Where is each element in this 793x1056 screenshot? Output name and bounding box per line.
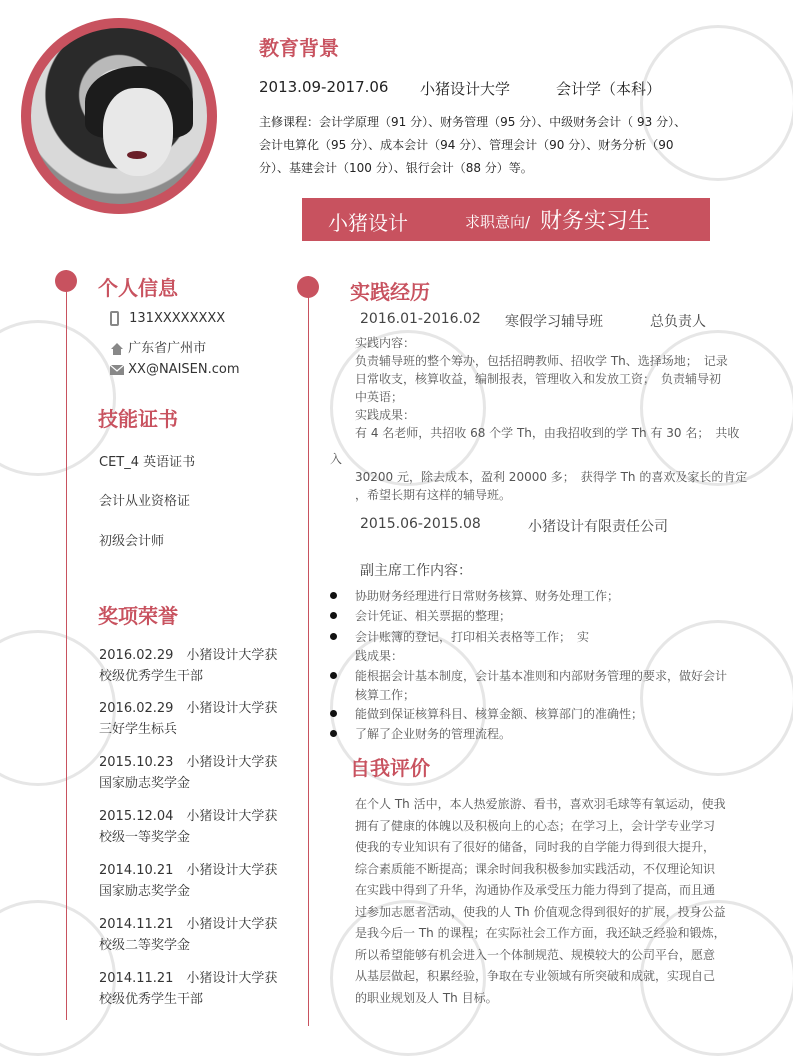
- job2-role: 副主席工作内容：: [360, 563, 472, 579]
- job1-line: 日常收支，核算收益，编制报表，管理收入和发放工资； 负责辅导初: [355, 372, 722, 386]
- personal-title: 个人信息: [98, 276, 178, 300]
- course-line: 主修课程：会计学原理（91 分）、财务管理（95 分）、中级财务会计（ 93 分）、: [259, 115, 687, 129]
- job2-period: 2015.06-2015.08: [360, 516, 481, 532]
- self-eval-line: 是我今后一 Th 的课程；在实际社会工作方面，我还缺乏经验和锻炼，: [355, 926, 726, 940]
- job2-bullet: 能做到保证核算科目、核算金额、核算部门的准确性；: [355, 707, 644, 721]
- job1-line: ，希望长期有这样的辅导班。: [355, 488, 512, 502]
- job2-bullet: 会计账簿的登记，打印相关表格等工作； 实: [355, 630, 590, 644]
- education-major: 会计学（本科）: [556, 80, 662, 98]
- left-timeline-dot: [55, 270, 77, 292]
- job1-period: 2016.01-2016.02: [360, 311, 481, 327]
- job2-bullet: 了解了企业财务的管理流程。: [355, 727, 512, 741]
- avatar: [31, 28, 207, 204]
- job1-line: 实践成果：: [355, 408, 416, 422]
- phone-row: [110, 311, 225, 326]
- award-line: 校级优秀学生干部: [99, 992, 204, 1007]
- job1-content-cont: [355, 468, 775, 504]
- mail-icon: [110, 363, 124, 377]
- job2-bullet-cont: 核算工作；: [355, 688, 416, 702]
- self-eval-text: [355, 794, 775, 1009]
- self-eval-line: 的职业规划及人 Th 目标。: [355, 990, 498, 1005]
- job2-bullet-cont: 践成果：: [355, 649, 404, 663]
- job1-org: 寒假学习辅导班: [505, 314, 603, 330]
- award-line: 国家励志奖学金: [99, 776, 191, 791]
- email-text: XX@NAISEN.com: [128, 362, 240, 377]
- self-eval-line: 从基层做起，积累经验，争取在专业领域有所突破和成就，实现自己: [355, 969, 716, 983]
- skill-item: 初级会计师: [99, 534, 165, 549]
- self-eval-line: 在个人 Th 活中，本人热爱旅游、看书，喜欢羽毛球等有氧运动，使我: [355, 797, 726, 811]
- award-item: [99, 914, 277, 956]
- self-eval-line: 综合素质能不断提高；课余时间我积极参加实践活动，不仅理论知识: [355, 861, 716, 876]
- email-row: [110, 362, 240, 377]
- bullet-dot: [330, 592, 337, 599]
- self-eval-line: 拥有了健康的体魄以及积极向上的心态；在学习上，会计学专业学习: [355, 818, 716, 833]
- phone-text: 131XXXXXXXX: [129, 311, 226, 326]
- award-line: 2016.02.29 小猪设计大学获: [99, 648, 278, 663]
- job2-bullet: 能根据会计基本制度，会计基本准则和内部财务管理的要求，做好会计: [355, 669, 728, 683]
- job1-line: 中英语；: [355, 390, 404, 404]
- award-line: 校级二等奖学金: [99, 938, 191, 953]
- candidate-name: 小猪设计: [328, 211, 408, 235]
- award-line: 2015.10.23 小猪设计大学获: [99, 755, 278, 770]
- education-title: 教育背景: [259, 36, 339, 60]
- job1-line: 负责辅导班的整个筹办，包括招聘教师、招收学 Th、选择场地； 记录: [355, 354, 728, 368]
- self-eval-line: 使我的专业知识有了很好的储备，同时我的自学能力得到很大提升，: [355, 840, 716, 854]
- job1-role: 总负责人: [650, 314, 706, 330]
- course-line: 会计电算化（95 分）、成本会计（94 分）、管理会计（90 分）、财务分析（90: [259, 138, 674, 152]
- self-eval-line: 所以希望能够有机会进入一个体制规范、规模较大的公司平台，愿意: [355, 947, 716, 962]
- avatar-face: [103, 88, 173, 176]
- award-line: 2015.12.04 小猪设计大学获: [99, 809, 278, 824]
- avatar-lips: [127, 151, 147, 159]
- job2-bullet: 会计凭证、相关票据的整理；: [355, 609, 512, 623]
- job2-bullet: 协助财务经理进行日常财务核算、财务处理工作；: [355, 589, 620, 603]
- education-school: 小猪设计大学: [420, 80, 511, 98]
- self-eval-line: 过参加志愿者活动，使我的人 Th 价值观念得到很好的扩展，投身公益: [355, 904, 726, 919]
- award-line: 国家励志奖学金: [99, 884, 191, 899]
- location-text: 广东省广州市: [128, 341, 207, 356]
- award-line: 2014.10.21 小猪设计大学获: [99, 863, 278, 878]
- award-item: [99, 860, 277, 902]
- right-timeline: [308, 276, 309, 1026]
- right-timeline-dot: [297, 276, 319, 298]
- skills-title: 技能证书: [98, 407, 178, 431]
- bullet-dot: [330, 612, 337, 619]
- award-item: [99, 752, 277, 794]
- phone-icon: [110, 311, 119, 326]
- course-line: 分）、基建会计（100 分）、银行会计（88 分）等。: [259, 161, 533, 175]
- left-timeline: [66, 270, 67, 1020]
- skill-item: 会计从业资格证: [99, 494, 191, 509]
- bullet-dot: [330, 730, 337, 737]
- award-line: 校级一等奖学金: [99, 830, 191, 845]
- award-item: [99, 968, 277, 1010]
- location-row: [110, 337, 206, 356]
- award-line: 三好学生标兵: [99, 722, 178, 737]
- awards-title: 奖项荣誉: [98, 604, 178, 628]
- bullet-dot: [330, 710, 337, 717]
- award-line: 2014.11.21 小猪设计大学获: [99, 917, 278, 932]
- self-eval-line: 在实践中得到了升华，沟通协作及承受压力能力得到了提高，而且通: [355, 883, 716, 897]
- self-eval-title: 自我评价: [350, 756, 430, 780]
- job1-line: 实践内容：: [355, 336, 416, 350]
- practice-title: 实践经历: [350, 280, 430, 304]
- intent-label: 求职意向/: [465, 213, 531, 231]
- education-period: 2013.09-2017.06: [259, 78, 389, 96]
- bullet-dot: [330, 633, 337, 640]
- home-icon: [110, 342, 124, 356]
- bullet-dot: [330, 672, 337, 679]
- intent-value: 财务实习生: [540, 209, 651, 234]
- watermark-circle: [640, 620, 793, 776]
- job2-org: 小猪设计有限责任公司: [528, 519, 668, 535]
- award-item: [99, 645, 277, 687]
- job1-line: 30200 元，除去成本，盈利 20000 多； 获得学 Th 的喜欢及家长的肯定: [355, 470, 748, 484]
- award-item: [99, 698, 277, 740]
- award-item: [99, 806, 277, 848]
- skill-item: CET_4 英语证书: [99, 455, 196, 470]
- job1-line: 入: [330, 452, 343, 466]
- name-banner: [302, 198, 710, 241]
- award-line: 2014.11.21 小猪设计大学获: [99, 971, 278, 986]
- award-line: 2016.02.29 小猪设计大学获: [99, 701, 278, 716]
- award-line: 校级优秀学生干部: [99, 669, 204, 684]
- job1-line: 有 4 名老师，共招收 68 个学 Th，由我招收到的学 Th 有 30 名； 共收: [355, 426, 740, 440]
- job1-content: [355, 334, 775, 442]
- education-courses: [259, 111, 759, 180]
